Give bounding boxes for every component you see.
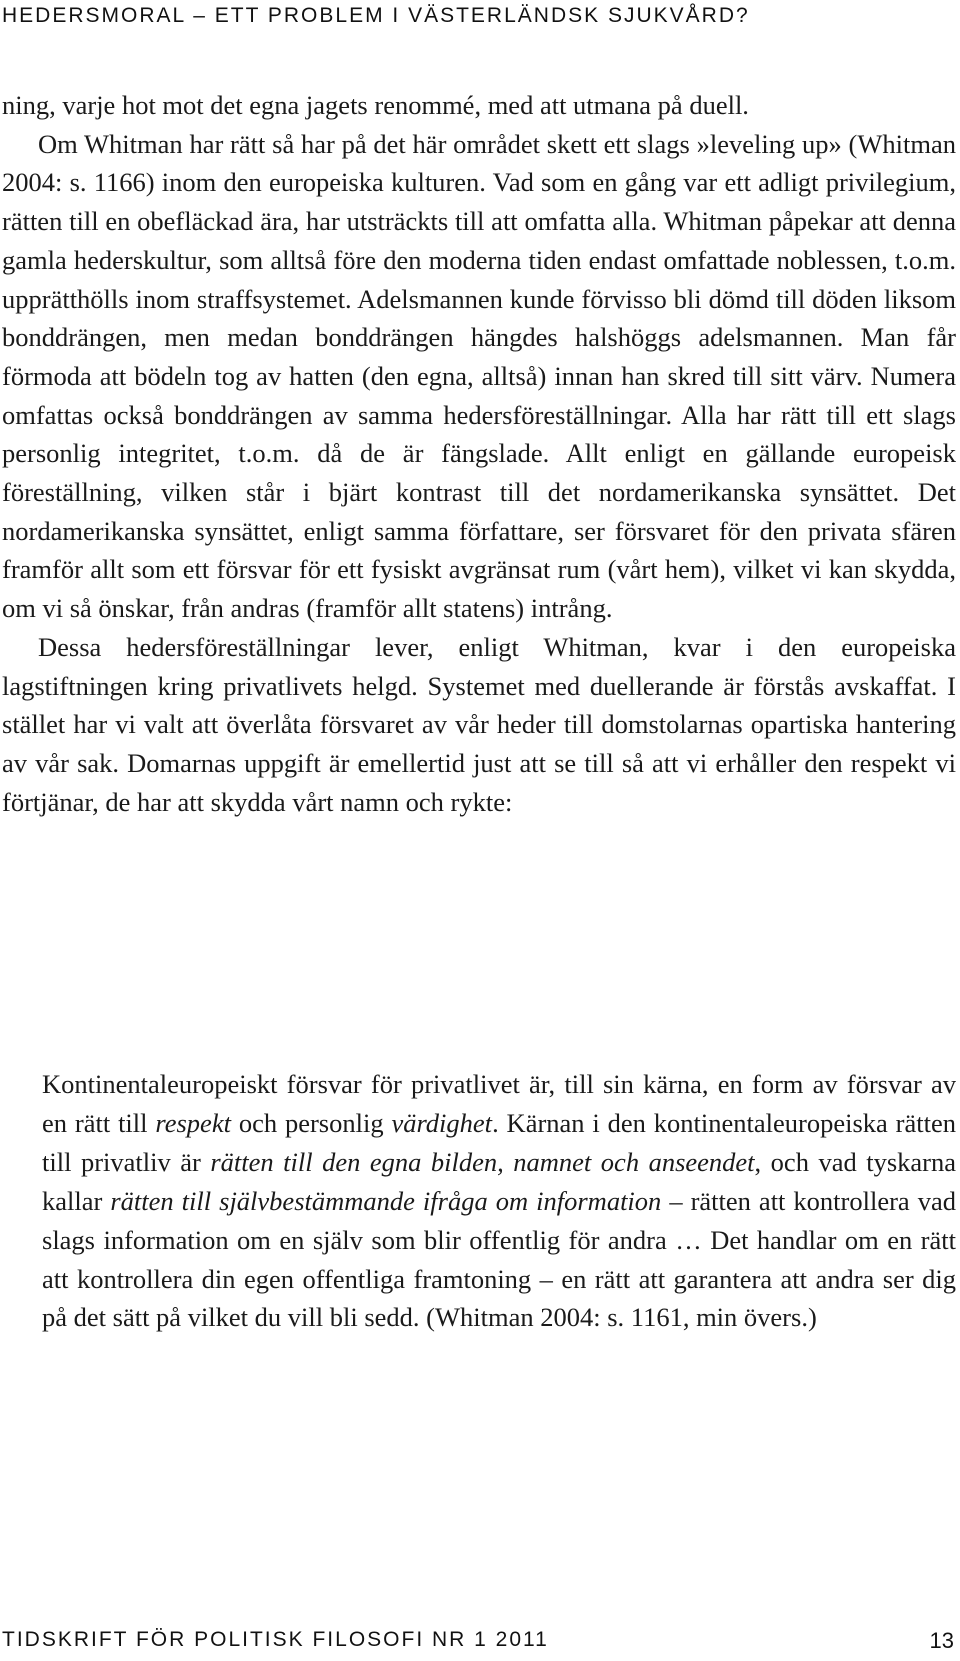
quote-italic-ratten-till-bilden: rätten till den egna bilden, namnet och anseendet [210,1146,755,1177]
running-header: HEDERSMORAL – ETT PROBLEM I VÄSTERLÄNDSK SJUKVÅRD? [2,4,750,27]
paragraph-continuation: ning, varje hot mot det egna jagets renommé, med att utmana på duell. [2,90,749,120]
quote-text-3: . Kärnan i den kontinentaleuropeiska rätten till privatliv är [42,1107,956,1177]
quote-text-5: – rätten att kontrollera vad slags information om en själv som blir offentlig för andra … Det handlar om en rätt att kontrollera din egen offentliga framtoning – en rätt att garantera att andra ser dig på det sätt på vilket du vill bli sedd. (Whitman 2004: s. 1161, min övers.) [42,1185,956,1333]
quote-text-2: och personlig [230,1107,392,1138]
quote-text-1: Kontinentaleuropeiskt försvar för privatlivet är, till sin kärna, en form av försvar av en rätt till [42,1069,956,1138]
quote-italic-respekt: respekt [155,1107,231,1138]
page-number: 13 [929,1628,954,1653]
quote-text-4: , och vad tyskarna kallar [42,1146,956,1216]
journal-footer: TIDSKRIFT FÖR POLITISK FILOSOFI NR 1 2011 [2,1628,549,1651]
paragraph-honor-legislation: Dessa hedersföreställningar lever, enligt Whitman, kvar i den europeiska lagstiftningen kring privatlivets helgd. Systemet med duellerande är förstås avskaffat. I stället har vi valt att överlåta försvaret av vår heder till domstolarnas opartiska hantering av vår sak. Domarnas uppgift är emellertid just att se till så att vi erhåller den respekt vi förtjänar, de har att skydda vårt namn och rykte: [2,631,956,817]
block-quote [42,1065,956,1337]
quote-italic-sjalvbestammande: rätten till självbestämmande ifråga om information [110,1185,662,1216]
paragraph-leveling-up: Om Whitman har rätt så har på det här området skett ett slags »leveling up» (Whitman 2004: s. 1166) inom den europeiska kulturen. Vad som en gång var ett adligt privilegium, rätten till en obefläckad ära, har utsträckts till att omfatta alla. Whitman påpekar att denna gamla hederskultur, som alltså före den moderna tiden endast omfattade noblessen, t.o.m. upprätthölls inom straffsystemet. Adelsmannen kunde förvisso bli dömd till döden liksom bonddrängen, men medan bonddrängen hängdes halshöggs adelsmannen. Man får förmoda att bödeln tog av hatten (den egna, alltså) innan han skred till sitt värv. Numera omfattas också bonddrängen av samma hedersföreställningar. Alla har rätt till ett slags personlig integritet, t.o.m. då de är fängslade. Allt enligt en gällande europeisk föreställning, vilken står i bjärt kontrast till det nordamerikanska synsättet. Det nordamerikanska synsättet, enligt samma författare, ser försvaret för den privata sfären framför allt som ett försvar för ett fysiskt avgränsat rum (vårt hem), vilket vi kan skydda, om vi så önskar, från andras (framför allt statens) intrång. [2,128,956,624]
body-text [2,86,956,821]
quote-italic-vardighet: värdighet [391,1107,493,1138]
